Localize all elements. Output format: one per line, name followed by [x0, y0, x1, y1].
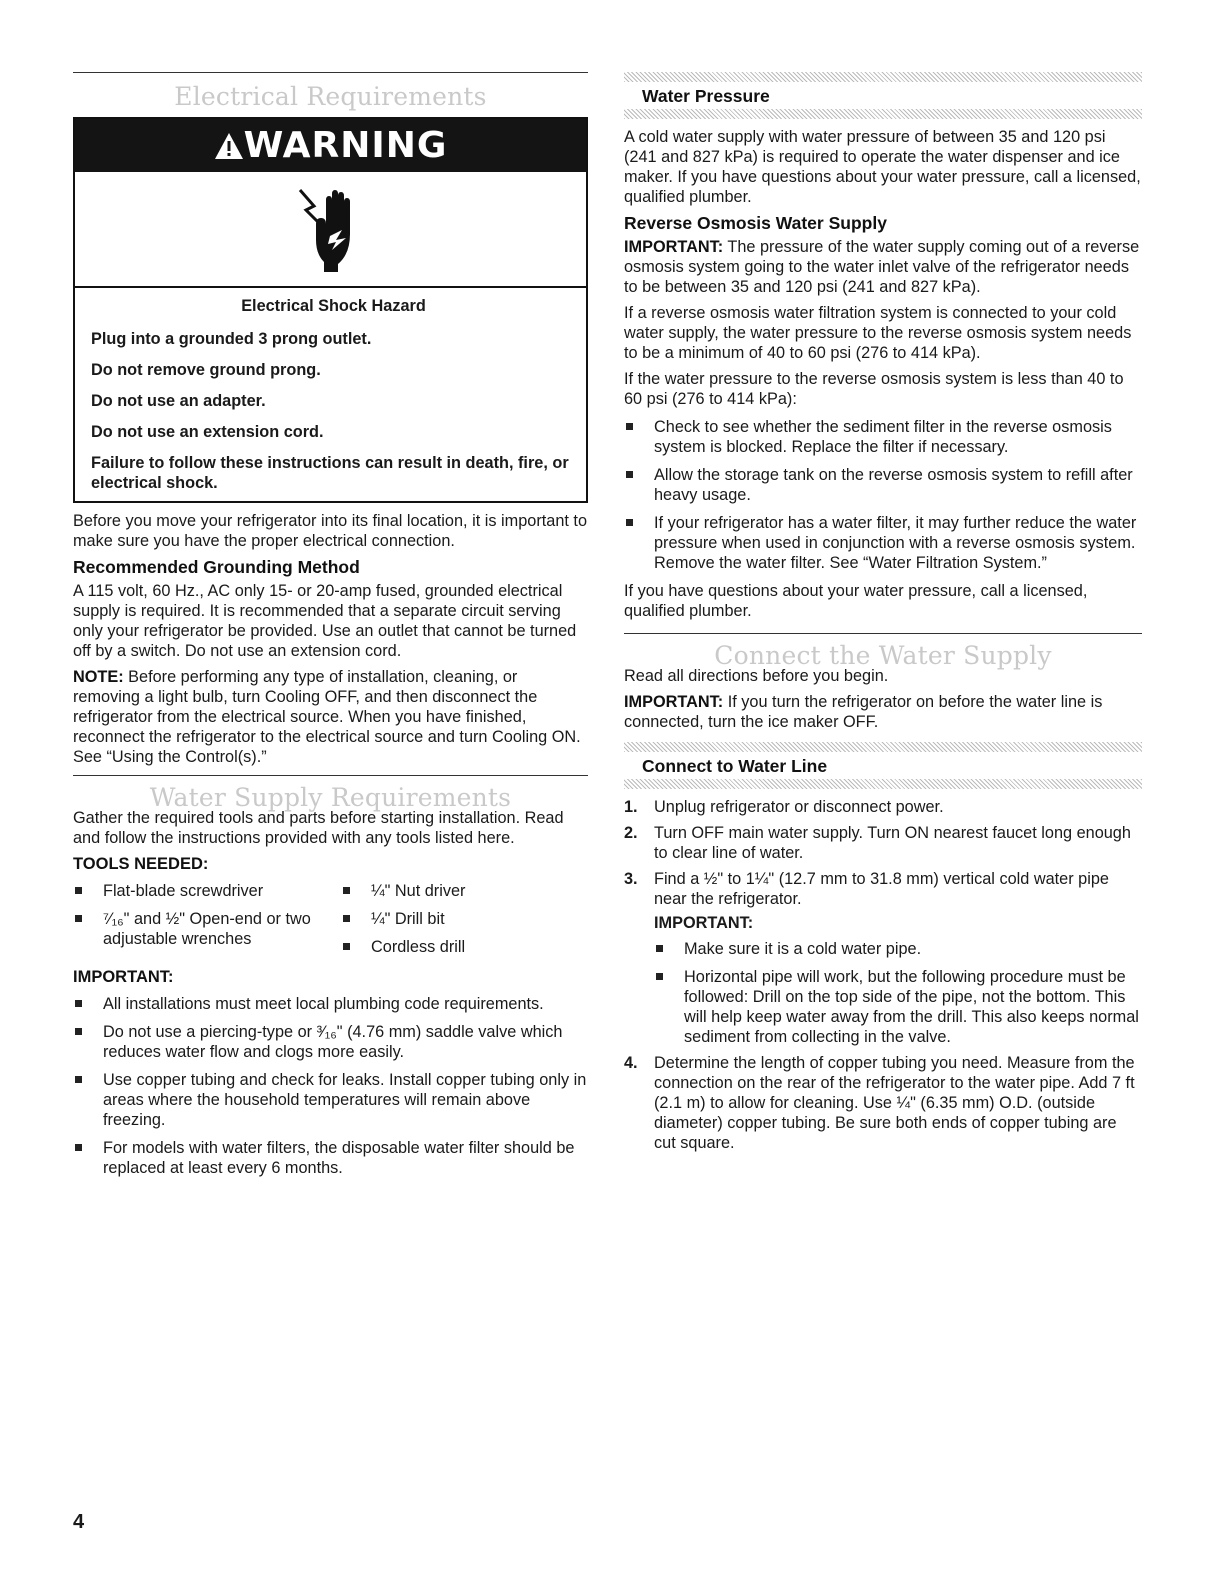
step-text: Find a ½" to 1¼" (12.7 mm to 31.8 mm) vertical cold water pipe near the refrigerator.	[654, 870, 1109, 908]
warning-text	[75, 288, 586, 501]
electrical-requirements-title: Electrical Requirements	[174, 82, 487, 111]
steps-list	[624, 797, 1142, 1153]
connect-intro: Read all directions before you begin.	[624, 667, 889, 685]
ro-item: Allow the storage tank on the reverse osmosis system to refill after heavy usage.	[624, 465, 1142, 505]
water-intro: Gather the required tools and parts before starting installation. Read and follow the instructions provided with any tools listed here.	[73, 809, 564, 847]
section-rule	[73, 775, 588, 776]
tool-item: ⁷⁄₁₆" and ½" Open-end or two adjustable wrenches	[73, 909, 341, 949]
note-label: NOTE:	[73, 668, 124, 686]
warning-line: Failure to follow these instructions can result in death, fire, or electrical shock.	[91, 454, 569, 492]
warning-box	[73, 117, 588, 503]
warning-line: Do not remove ground prong.	[91, 361, 321, 379]
ro-paragraph: If a reverse osmosis water filtration system is connected to your cold water supply, the water pressure to the reverse osmosis system needs to be a minimum of 40 to 60 psi (276 to 414 kPa).	[624, 304, 1132, 362]
step-item	[624, 797, 1142, 817]
right-column	[624, 72, 1142, 1159]
connect-important	[624, 692, 1142, 732]
section-rule	[73, 72, 588, 73]
ro-paragraph: If the water pressure to the reverse osmosis system is less than 40 to 60 psi (276 to 414 kPa):	[624, 370, 1124, 408]
step3-list	[654, 939, 1142, 1047]
step-text: Turn OFF main water supply. Turn ON nearest faucet long enough to clear line of water.	[654, 824, 1131, 862]
warning-triangle-icon	[214, 132, 244, 160]
tool-item: ¼" Drill bit	[341, 909, 588, 929]
shock-hazard-graphic	[75, 172, 586, 288]
step-number: 1.	[624, 798, 638, 816]
step3-item: Make sure it is a cold water pipe.	[654, 939, 1142, 959]
hatch-bar	[624, 779, 1142, 789]
step3-item: Horizontal pipe will work, but the following procedure must be followed: Drill on the top side of the pipe, not the bottom. This will help keep water away from the drill. This also keeps normal sediment from collecting in the valve.	[654, 967, 1142, 1047]
step-number: 3.	[624, 870, 638, 888]
connect-line-header	[624, 742, 1142, 789]
step-text: Unplug refrigerator or disconnect power.	[654, 798, 944, 816]
hazard-title: Electrical Shock Hazard	[241, 297, 426, 315]
important-item: All installations must meet local plumbing code requirements.	[73, 994, 588, 1014]
connect-important-label: IMPORTANT:	[624, 693, 724, 711]
warning-header	[75, 119, 586, 172]
water-pressure-header	[624, 72, 1142, 119]
page-number: 4	[73, 1511, 85, 1533]
section-rule	[624, 633, 1142, 634]
tools-heading: TOOLS NEEDED:	[73, 855, 209, 873]
step3-important-label: IMPORTANT:	[654, 914, 754, 932]
ro-important-label: IMPORTANT:	[624, 238, 724, 256]
hatch-bar	[624, 72, 1142, 82]
warning-line: Do not use an adapter.	[91, 392, 266, 410]
water-supply-requirements-title: Water Supply Requirements	[149, 783, 512, 812]
tools-list	[73, 881, 588, 965]
important-item: For models with water filters, the disposable water filter should be replaced at least every 6 months.	[73, 1138, 588, 1178]
ro-important-text: The pressure of the water supply coming out of a reverse osmosis system going to the water inlet valve of the refrigerator needs to be between 35 and 120 psi (241 and 827 kPa).	[624, 238, 1140, 296]
grounding-text: A 115 volt, 60 Hz., AC only 15- or 20-amp fused, grounded electrical supply is required. It is recommended that a separate circuit serving only your refrigerator be provided. Use an outlet that cannot be turned off by a switch. Do not use an extension cord.	[73, 582, 577, 660]
ro-heading: Reverse Osmosis Water Supply	[624, 213, 887, 233]
connect-water-supply-title: Connect the Water Supply	[714, 641, 1052, 670]
grounding-heading: Recommended Grounding Method	[73, 557, 360, 577]
electrical-shock-hand-icon	[296, 184, 366, 274]
note-paragraph	[73, 667, 588, 767]
step-number: 2.	[624, 824, 638, 842]
tool-item: Flat-blade screwdriver	[73, 881, 341, 901]
important-heading: IMPORTANT:	[73, 968, 174, 986]
left-column	[73, 72, 588, 1186]
step-item	[624, 869, 1142, 1047]
tool-item: Cordless drill	[341, 937, 588, 957]
connect-important-text: If you turn the refrigerator on before the water line is connected, turn the ice maker OFF.	[624, 693, 1103, 731]
pressure-text: A cold water supply with water pressure of between 35 and 120 psi (241 and 827 kPa) is required to operate the water dispenser and ice maker. If you have questions about your water pressure, call a licensed, qualified plumber.	[624, 128, 1141, 206]
step-text: Determine the length of copper tubing you need. Measure from the connection on the rear of the refrigerator to the water pipe. Add 7 ft (2.1 m) to allow for cleaning. Use ¼" (6.35 mm) O.D. (outside diameter) copper tubing. Be sure both ends of copper tubing are cut square.	[654, 1054, 1135, 1152]
important-item: Use copper tubing and check for leaks. Install copper tubing only in areas where the household temperatures will remain above freezing.	[73, 1070, 588, 1130]
tool-item: ¼" Nut driver	[341, 881, 588, 901]
hatch-bar	[624, 742, 1142, 752]
important-list	[73, 994, 588, 1178]
connect-line-heading: Connect to Water Line	[642, 756, 828, 776]
warning-line: Plug into a grounded 3 prong outlet.	[91, 330, 372, 348]
note-text: Before performing any type of installation, cleaning, or removing a light bulb, turn Cooling OFF, and then disconnect the refrigerator from the electrical source. When you have finished, reconnect the refrigerator to the electrical source and turn Cooling ON. See “Using the Control(s).”	[73, 668, 581, 766]
ro-item: Check to see whether the sediment filter in the reverse osmosis system is blocked. Replace the filter if necessary.	[624, 417, 1142, 457]
ro-list	[624, 417, 1142, 573]
important-item: Do not use a piercing-type or ³⁄₁₆" (4.76 mm) saddle valve which reduces water flow and clogs more easily.	[73, 1022, 588, 1062]
ro-item: If your refrigerator has a water filter, it may further reduce the water pressure when used in conjunction with a reverse osmosis system. Remove the water filter. See “Water Filtration System.”	[624, 513, 1142, 573]
warning-line: Do not use an extension cord.	[91, 423, 324, 441]
hatch-bar	[624, 109, 1142, 119]
ro-important	[624, 237, 1142, 297]
step-number: 4.	[624, 1054, 638, 1072]
step-item	[624, 1053, 1142, 1153]
electrical-intro: Before you move your refrigerator into its final location, it is important to make sure you have the proper electrical connection.	[73, 512, 587, 550]
step-item	[624, 823, 1142, 863]
ro-paragraph: If you have questions about your water pressure, call a licensed, qualified plumber.	[624, 582, 1088, 620]
warning-label: WARNING	[243, 125, 448, 166]
water-pressure-heading: Water Pressure	[642, 86, 770, 106]
